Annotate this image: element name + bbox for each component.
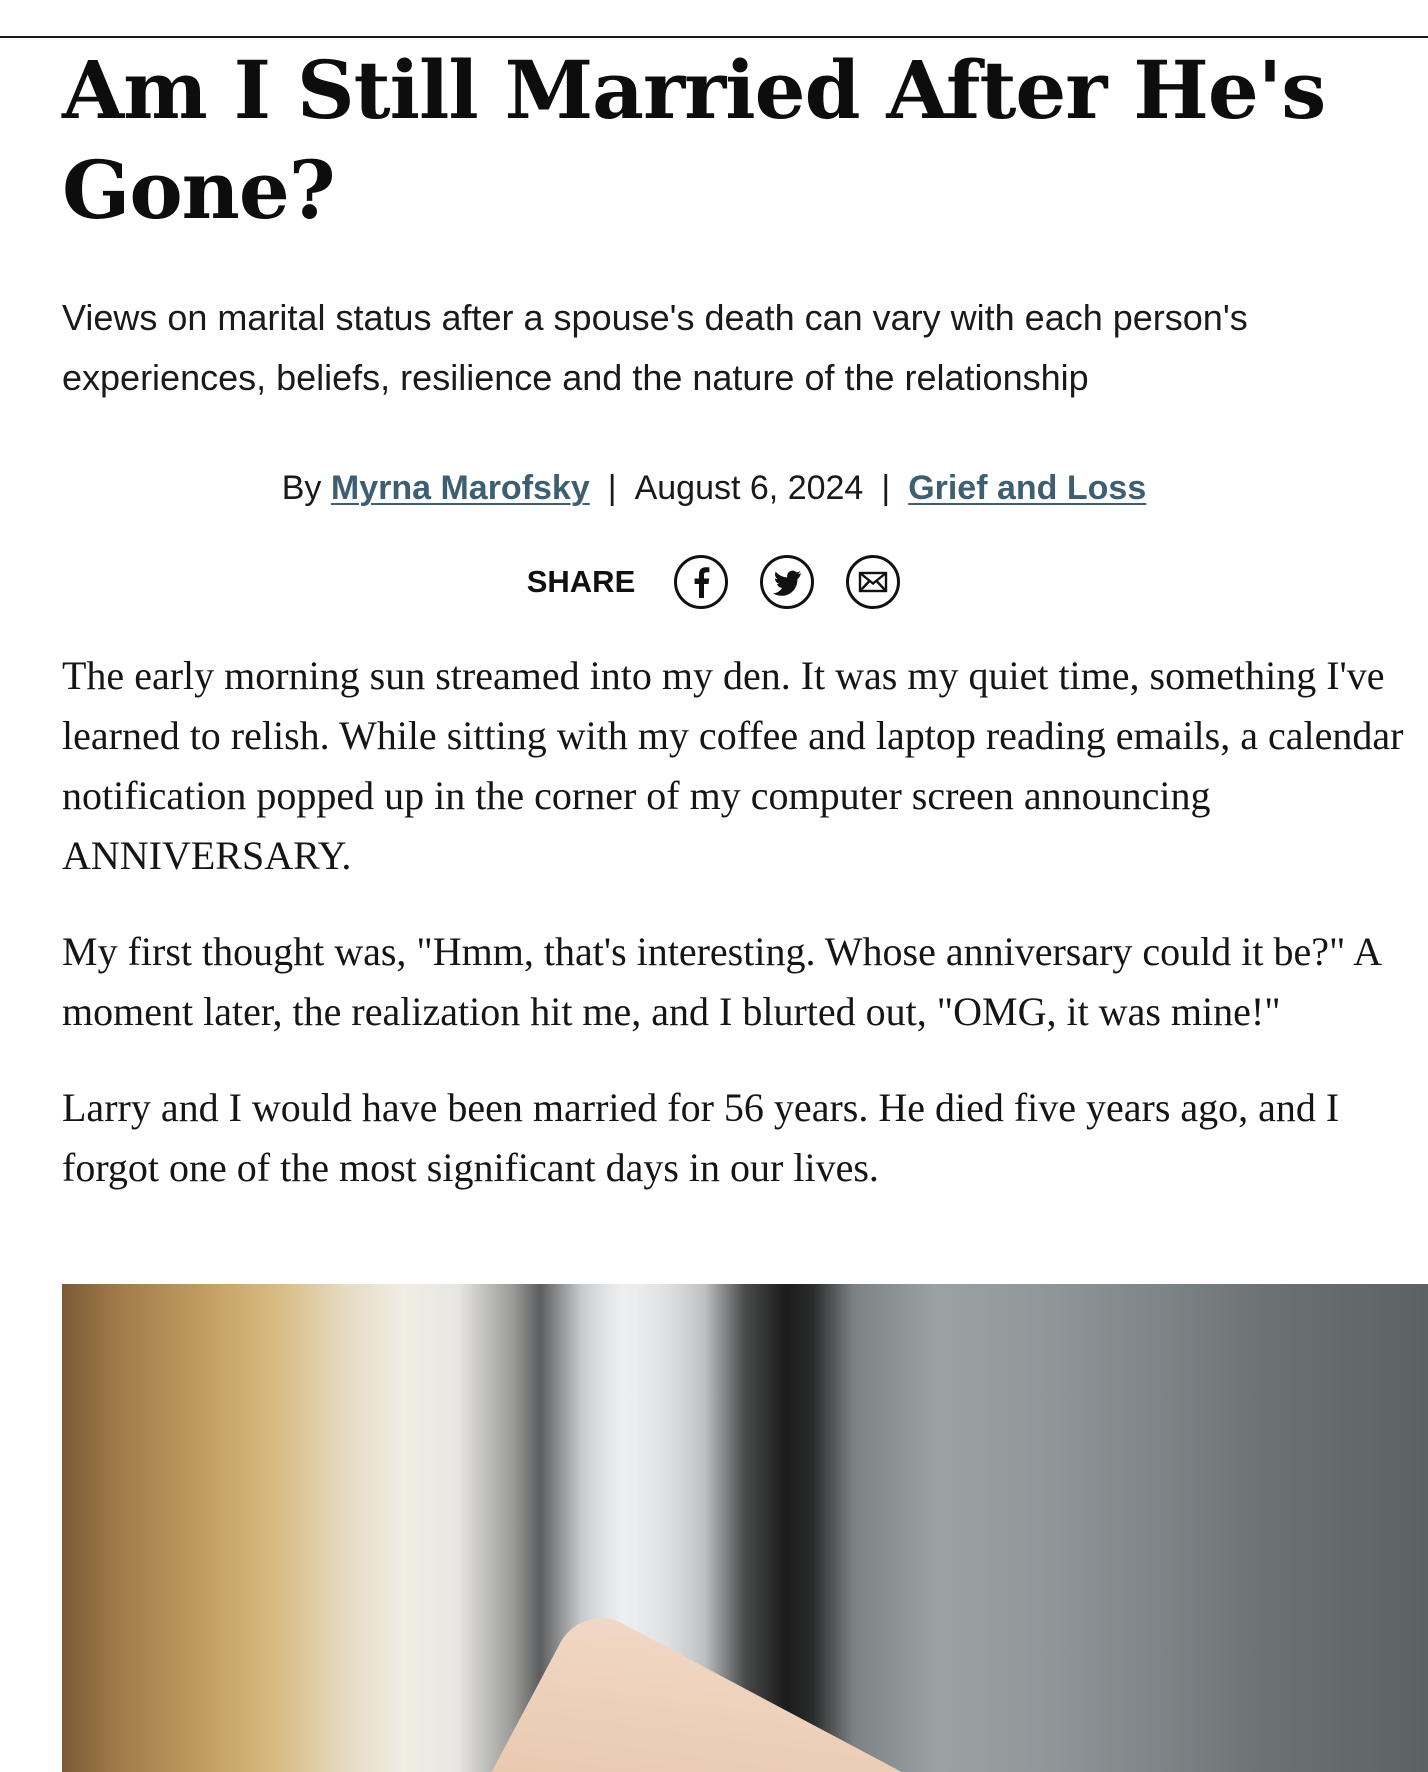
byline [62,466,1366,510]
publish-date: August 6, 2024 [634,469,864,507]
top-rule [0,36,1428,38]
article-paragraph: My first thought was, "Hmm, that's interesting. Whose anniversary could it be?" A moment later, the realization hit me, and I blurted out, "OMG, it was mine!" [62,929,1380,1034]
article-subtitle: Views on marital status after a spouse's death can vary with each person's experiences, beliefs, resilience and the nature of the relationship [62,297,1248,398]
facebook-icon[interactable] [673,554,729,610]
twitter-icon[interactable] [759,554,815,610]
category-link[interactable]: Grief and Loss [908,469,1147,507]
byline-separator: | [881,469,891,507]
article-title: Am I Still Married After He's Gone? [62,43,1326,237]
byline-prefix: By [281,469,322,507]
byline-separator: | [607,469,617,507]
email-icon[interactable] [845,554,901,610]
share-label: SHARE [526,564,636,599]
article [62,40,1428,1234]
article-paragraph: The early morning sun streamed into my den. It was my quiet time, something I've learned to relish. While sitting with my coffee and laptop reading emails, a calendar notification popped up in the corner of my computer screen announcing ANNIVERSARY. [62,653,1404,878]
article-body [62,646,1428,1198]
author-link[interactable]: Myrna Marofsky [330,469,590,507]
article-paragraph: Larry and I would have been married for 56 years. He died five years ago, and I forgot one of the most significant days in our lives. [62,1085,1340,1190]
article-hero-image [62,1284,1428,1772]
share-bar [62,554,1366,610]
